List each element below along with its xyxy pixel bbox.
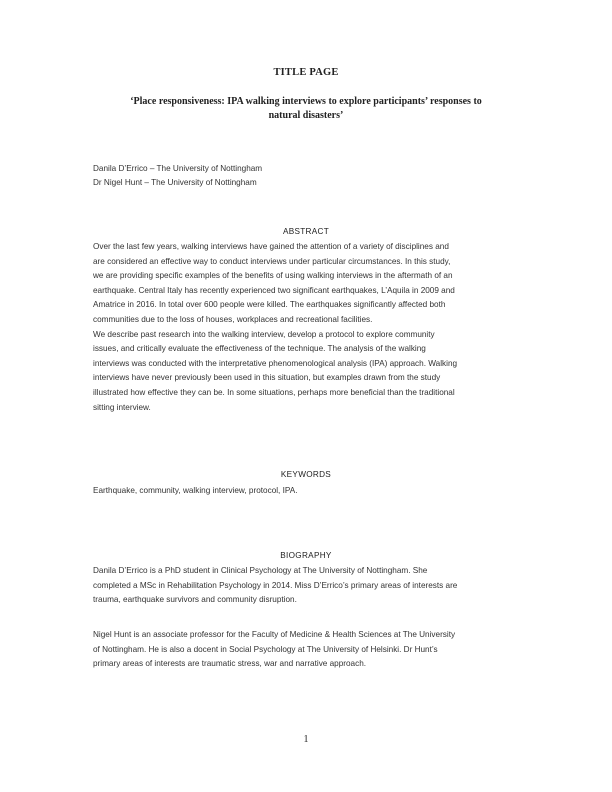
abstract-line: illustrated how effective they can be. In some situations, perhaps more beneficial than the traditional (93, 387, 455, 397)
author-line: Dr Nigel Hunt – The University of Nottingham (93, 178, 257, 187)
abstract-heading: ABSTRACT (282, 227, 330, 236)
biography-paragraph-2 (93, 628, 521, 672)
abstract-line: We describe past research into the walking interview, develop a protocol to explore community (93, 329, 435, 339)
abstract-line: are considered an effective way to conduct interviews under particular circumstances. In this study, (93, 256, 451, 266)
page-number: 1 (303, 734, 309, 745)
biography-line: completed a MSc in Rehabilitation Psychology in 2014. Miss D’Errico’s primary areas of interests are (93, 580, 458, 590)
biography-line: primary areas of interests are traumatic stress, war and narrative approach. (93, 659, 367, 669)
article-title (96, 95, 516, 123)
abstract-line: communities due to the loss of houses, workplaces and recreational facilities. (93, 314, 373, 324)
keywords-text: Earthquake, community, walking interview, protocol, IPA. (93, 486, 298, 495)
abstract-line: Over the last few years, walking interviews have gained the attention of a variety of disciplines and (93, 242, 449, 251)
title-page-heading: TITLE PAGE (273, 67, 339, 78)
abstract-line: we are providing specific examples of the benefits of using walking interviews in the aftermath of an (93, 271, 453, 281)
abstract-line: sitting interview. (93, 402, 151, 412)
keywords-heading: KEYWORDS (280, 470, 332, 479)
biography-paragraph-1 (93, 564, 521, 608)
biography-heading: BIOGRAPHY (280, 551, 332, 560)
biography-line: Danila D’Errico is a PhD student in Clinical Psychology at The University of Nottingham. She (93, 566, 428, 575)
abstract-line: Amatrice in 2016. In total over 600 people were killed. The earthquakes significantly affected both (93, 300, 446, 310)
abstract-line: issues, and critically evaluate the effectiveness of the technique. The analysis of the walking (93, 344, 426, 354)
abstract-line: interviews was conducted with the interpretative phenomenological analysis (IPA) approach. Walking (93, 358, 458, 368)
author-list (93, 162, 262, 190)
abstract-line: earthquake. Central Italy has recently experienced two significant earthquakes, L’Aquila in 2009 and (93, 285, 455, 295)
author-line: Danila D’Errico – The University of Nottingham (93, 164, 263, 173)
biography-line: Nigel Hunt is an associate professor for the Faculty of Medicine & Health Sciences at The University (93, 630, 456, 639)
keywords-body (93, 484, 521, 499)
biography-line: trauma, earthquake survivors and community disruption. (93, 595, 297, 605)
abstract-body (93, 240, 521, 415)
biography-line: of Nottingham. He is also a docent in Social Psychology at The University of Helsinki. Dr Hunt’s (93, 644, 438, 654)
article-title-line: ‘Place responsiveness: IPA walking interviews to explore participants’ responses to (130, 96, 482, 107)
article-title-line: natural disasters’ (268, 110, 344, 121)
abstract-line: interviews have never previously been used in this situation, but examples drawn from the study (93, 373, 441, 383)
